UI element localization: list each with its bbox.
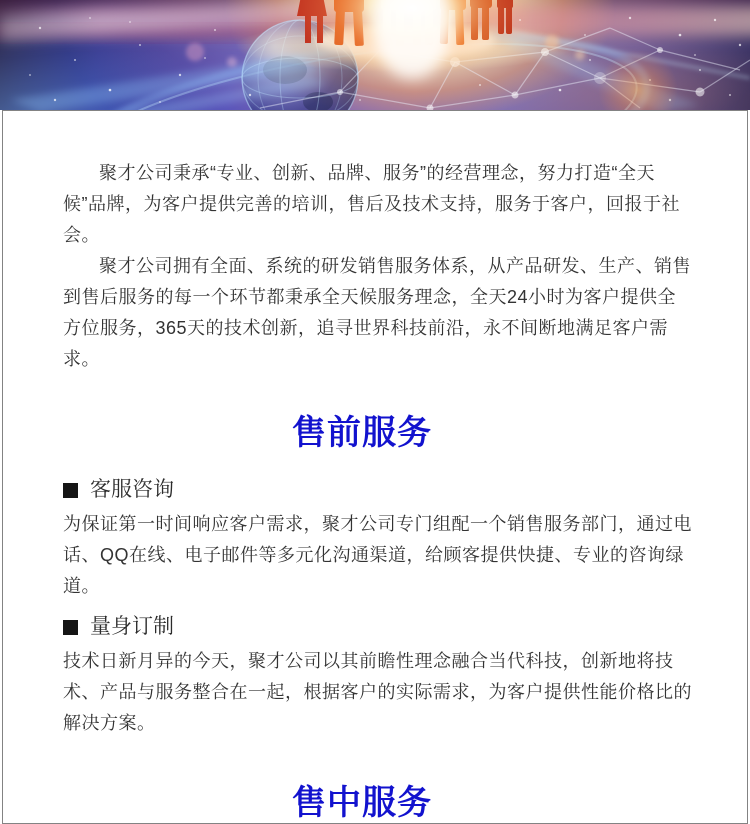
intro-paragraph: 聚才公司拥有全面、系统的研发销售服务体系，从产品研发、生产、销售到售后服务的每一个环节都秉承全天候服务理念，全天24小时为客户提供全方位服务，365天的技术创新，追寻世界科技前沿，永不间断地满足客户需求。 xyxy=(63,256,691,369)
item-title-text: 量身订制 xyxy=(90,615,174,638)
intro-text xyxy=(63,158,694,375)
banner-art-icon xyxy=(0,0,750,110)
section-heading-presale: 售前服务 xyxy=(292,414,432,452)
item-title-row xyxy=(63,477,694,503)
service-item-tailored xyxy=(63,614,694,739)
item-body-text: 技术日新月异的今天，聚才公司以其前瞻性理念融合当代科技，创新地将技术、产品与服务整合在一起，根据客户的实际需求，为客户提供性能价格比的解决方案。 xyxy=(63,651,692,733)
square-bullet-icon xyxy=(63,620,78,635)
content-panel xyxy=(2,110,748,824)
item-body-text: 为保证第一时间响应客户需求，聚才公司专门组配一个销售服务部门，通过电话、QQ在线、电子邮件等多元化沟通渠道，给顾客提供快捷、专业的咨询绿道。 xyxy=(63,514,692,596)
item-title-row xyxy=(63,614,694,640)
intro-paragraph: 聚才公司秉承“专业、创新、品牌、服务”的经营理念，努力打造“全天候”品牌，为客户提供完善的培训，售后及技术支持，服务于客户，回报于社会。 xyxy=(63,163,680,245)
service-item-consulting xyxy=(63,477,694,602)
item-title-text: 客服咨询 xyxy=(90,478,174,501)
square-bullet-icon xyxy=(63,483,78,498)
banner-illustration xyxy=(0,0,750,110)
section-heading-midsale: 售中服务 xyxy=(292,784,432,822)
